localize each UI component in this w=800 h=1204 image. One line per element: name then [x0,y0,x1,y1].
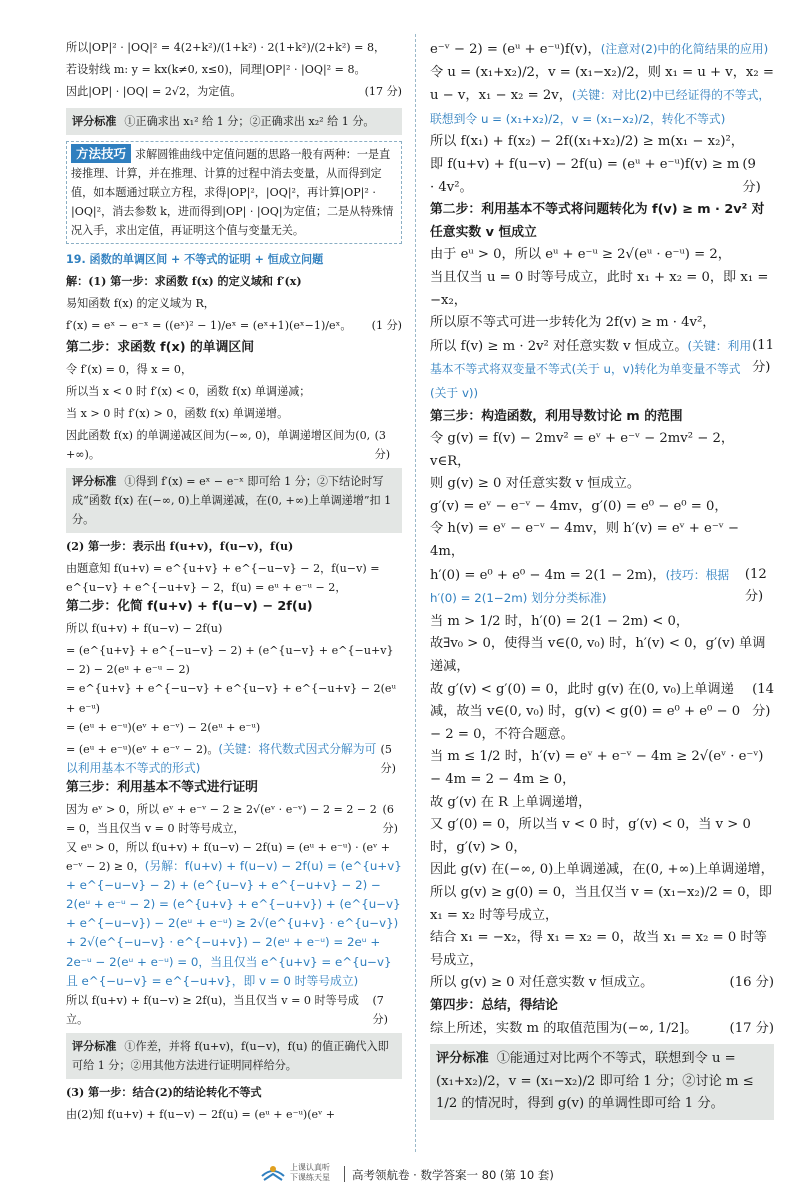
scoring-text: ①作差，并将 f(u+v)，f(u−v)，f(u) 的值正确代入即可给 1 分；②用其他方法进行证明同样给分。 [72,1039,389,1072]
footer-text: 高考领航卷 · 数学答案一 80 (第 10 套) [352,1168,554,1182]
line-text [66,599,313,614]
solution-line [430,335,774,406]
scoring-label: 评分标准 [72,474,117,488]
score-mark: (17 分) [729,1020,774,1036]
left-column [66,38,402,1127]
solution-line [66,404,402,426]
problem-heading: 19. 函数的单调区间 + 不等式的证明 + 恒成立问题 [66,252,324,266]
line-formula: 所以 f(v) ≥ m · 2v² 对任意实数 v 恒成立。 [430,338,688,354]
line-text [430,1018,697,1041]
line-text [430,521,739,559]
solution-line [66,426,402,464]
line-formula: (3) 第一步：结合(2)的结论转化不等式 [66,1086,262,1100]
line-text [430,202,764,240]
score-mark: (3 分) [374,428,391,461]
footer-divider [344,1166,345,1182]
line-text [430,679,752,747]
line-formula: 因此函数 f(x) 的单调递减区间为(−∞, 0)，单调递增区间为(0, +∞)。 [66,428,371,461]
line-formula: 第三步：构造函数，利用导数讨论 m 的范围 [430,408,683,424]
line-text [66,740,381,778]
annotation-note: (关键：利用基本不等式将双变量不等式(关于 u，v)转化为单变量不等式(关于 v)) [430,338,752,400]
solution-line [66,82,402,104]
line-formula: 又 g′(0) = 0，所以当 v < 0 时，g′(v) < 0，当 v > 0 时，g′(v) > 0， [430,817,751,855]
line-text [66,721,260,734]
line-text [66,41,385,54]
line-formula: 令 h(v) = eᵛ − e⁻ᵛ − 4mv，则 h′(v) = eᵛ + e⁻ᵛ − 4m， [430,521,739,560]
line-formula: 则 g(v) ≥ 0 对任意实数 v 恒成立。 [430,476,641,492]
score-mark: (7 分) [372,993,388,1026]
line-text [430,795,591,810]
line-text [430,42,768,57]
annotation-note: (关键：将代数式因式分解为可以利用基本不等式的形式) [66,741,377,775]
line-formula: 所以 f(u+v) + f(u−v) − 2f(u) [66,622,223,636]
line-formula: 因此 g(v) 在(−∞, 0)上单调递减，在(0, +∞)上单调递增， [430,862,774,878]
solution-line [66,679,402,717]
solution-line [430,679,774,747]
solution-line [66,559,402,597]
solution-line [66,338,402,360]
solution-line [430,244,774,267]
solution-line [66,60,402,82]
score-mark: (16 分) [729,975,774,991]
solution-line [66,1083,402,1105]
line-text [66,63,366,76]
line-formula: = e^{u+v} + e^{−u−v} + e^{u−v} + e^{−u+v} − 2(eᵘ + e⁻ᵘ) [66,682,396,715]
line-formula: 由(2)知 f(u+v) + f(u−v) − 2f(u) = (eᵘ + e⁻ᵘ)(eᵛ + [66,1108,336,1122]
line-formula: 所以 g(v) ≥ g(0) = 0，当且仅当 v = (x₁−x₂)/2 = 0，即 x₁ = x₂ 时等号成立， [430,884,772,923]
scoring-text: ①得到 f′(x) = eˣ − e⁻ˣ 即可给 1 分；②下结论时写成“函数 f(x) 在(−∞, 0)上单调递减，在(0, +∞)上单调递增”扣 1 分。 [72,474,392,526]
score-mark: (1 分) [371,318,402,332]
line-text [430,862,774,877]
line-formula: = (e^{u+v} + e^{−u−v} − 2) + (e^{u−v} + e^{−u+v} − 2) − 2(eᵘ + e⁻ᵘ − 2) [66,644,394,677]
line-text [430,270,768,308]
solution-line [66,838,402,991]
line-formula: h′(0) = e⁰ + e⁰ − 4m = 2(1 − 2m)， [430,567,666,583]
line-text [66,275,302,288]
line-formula: 易知函数 f(x) 的定义域为 R， [66,296,215,310]
solution-line [430,428,774,473]
solution-line [66,38,402,60]
solution-line [430,995,774,1018]
line-formula: 即 f(u+v) + f(u−v) − 2f(u) = (eᵘ + e⁻ᵘ)f(v) ≥ m · 4v²。 [430,156,740,195]
line-text [66,991,372,1029]
line-formula: 故 g′(v) 在 R 上单调递增， [430,794,592,810]
line-text [430,614,689,629]
solution-line [430,882,774,927]
solution-line [430,611,774,634]
solution-line [66,718,402,740]
solution-line [430,859,774,882]
line-formula: 所以原不等式可进一步转化为 2f(v) ≥ m · 4v²， [430,315,716,331]
solution-line [66,1105,402,1127]
scoring-label: 评分标准 [436,1051,489,1067]
scoring-criteria-box [66,468,402,533]
line-formula: 第二步：利用基本不等式将问题转化为 f(v) ≥ m · 2v² 对任意实数 v 恒成立 [430,202,765,240]
solution-line [430,496,774,519]
solution-line [66,991,402,1029]
line-text [66,780,258,795]
solution-line [66,272,402,294]
line-text [430,972,653,995]
line-text [66,426,375,464]
line-formula: f′(x) = eˣ − e⁻ˣ = ((eˣ)² − 1)/eˣ = (eˣ+1)(eˣ−1)/eˣ。 [66,318,352,332]
line-formula: 令 u = (x₁+x₂)/2，v = (x₁−x₂)/2，则 x₁ = u + v，x₂ = u − v，x₁ − x₂ = 2v， [430,64,774,104]
line-formula: 当且仅当 u = 0 时等号成立，此时 x₁ + x₂ = 0，即 x₁ = −x₂， [430,269,769,308]
solution-line [66,316,402,338]
line-formula: 所以 f(u+v) + f(u−v) ≥ 2f(u)，当且仅当 v = 0 时等号成立。 [66,993,359,1026]
line-text [430,335,752,406]
line-text [66,297,215,310]
solution-line [430,154,774,199]
line-formula: 解：(1) 第一步：求函数 f(x) 的定义域和 f′(x) [66,274,302,288]
line-formula: g′(v) = eᵛ − e⁻ᵛ − 4mv，g′(0) = e⁰ − e⁰ = 0， [430,498,728,514]
line-text [430,476,640,491]
line-text [66,407,288,420]
line-text [430,65,774,127]
method-tip-text: 求解圆锥曲线中定值问题的思路一般有两种：一是直接推理、计算，并在推理、计算的过程中消去变量，从而得到定值，如本题通过联立方程，求得|OP|²，|OQ|²，再计算|OP|² · |OQ|²，消去参数 k，进而得到|OP| · |OQ|为定值；二是从特殊情况入手，求出定值，再证明这个值与变量无关。 [71,148,394,238]
line-text [66,363,192,376]
line-formula: 故∃v₀ > 0，使得当 v∈(0, v₀) 时，h′(v) < 0，g′(v) 单调递减， [430,636,766,675]
annotation-note: (另解：f(u+v) + f(u−v) − 2f(u) = (e^{u+v} + e^{−u−v} − 2) + (e^{u−v} + e^{−u+v} − 2) − 2(eᵘ + e⁻ᵘ − 2) = (e^{u+v} + e^{−u+v}) + (e^{u−v} + e^{−u−v}) − 2(eᵘ + e⁻ᵘ) ≥ 2√(e^{u+v} · e^{u−v}) + 2√(e^{−u−v} · e^{−u+v}) − 2(eᵘ + e⁻ᵘ) = 2eᵘ + 2e⁻ᵘ − 2(eᵘ + e⁻ᵘ) = 0，当且仅当 e^{u+v} = e^{u−v} 且 e^{−u−v} = e^{−u+v}，即 v = 0 时等号成立) [66,859,402,988]
line-formula: 令 g(v) = f(v) − 2mv² = eᵛ + e⁻ᵛ − 2mv² − 2，v∈R， [430,431,735,469]
line-formula: 若设射线 m: y = kx(k≠0, x≤0)，同理|OP|² · |OQ|² = 8。 [66,63,366,76]
scoring-criteria-box [430,1044,774,1120]
line-formula: 故 g′(v) < g′(0) = 0，此时 g(v) 在(0, v₀)上单调递减，故当 v∈(0, v₀) 时，g(v) < g(0) = e⁰ + e⁰ − 0 − 2 = 0，不符合题意。 [430,681,741,742]
line-text [66,644,394,676]
line-text [430,998,558,1013]
page-footer [0,1160,800,1190]
line-formula: 因为 eᵛ > 0，所以 eᵛ + e⁻ᵛ − 2 ≥ 2√(eᵛ · e⁻ᵛ) − 2 = 2 − 2 = 0，当且仅当 v = 0 时等号成立， [66,802,377,835]
solution-line [430,814,774,859]
solution-line [430,312,774,335]
line-formula: 由题意知 f(u+v) = e^{u+v} + e^{−u−v} − 2，f(u−v) = e^{u−v} + e^{−u+v} − 2，f(u) = eᵘ + e⁻ᵘ − 2， [66,562,380,595]
solution-line [430,927,774,972]
line-formula: 第二步：化简 f(u+v) + f(u−v) − 2f(u) [66,599,313,615]
scoring-text: ①能通过对比两个不等式，联想到令 u = (x₁+x₂)/2，v = (x₁−x₂)/2 即可给 1 分；②讨论 m ≤ 1/2 的情况时，得到 g(v) 的单调性即可给 1 分。 [436,1051,754,1112]
method-tip-box [66,141,402,243]
solution-line [430,633,774,678]
line-text [430,749,763,787]
line-text [430,409,683,424]
line-text [430,315,715,330]
solution-line [66,800,402,838]
score-mark: (9 分) [742,156,761,195]
line-text [430,885,772,923]
line-text [430,154,742,199]
line-text [66,562,380,594]
solution-line [66,619,402,641]
solution-line [430,792,774,815]
solution-line [66,778,402,800]
solution-line [66,537,402,559]
score-mark: (12 分) [744,566,767,605]
line-text [66,800,383,838]
line-formula: e⁻ᵛ − 2) = (eᵘ + e⁻ᵘ)f(v)， [430,42,601,57]
line-formula: 令 f′(x) = 0，得 x = 0， [66,362,193,376]
line-text [66,841,402,988]
logo-text: 上课认真听 下课练天星 [290,1163,330,1182]
solution-line [66,360,402,382]
annotation-note: (注意对(2)中的化简结果的应用) [600,42,769,56]
line-text [430,817,751,855]
line-text [430,134,744,149]
score-mark: (11 分) [752,337,774,376]
line-text [430,930,767,968]
line-formula: 综上所述，实数 m 的取值范围为(−∞, 1/2]。 [430,1020,698,1036]
solution-line [430,746,774,791]
line-formula: 又 eᵘ > 0，所以 f(u+v) + f(u−v) − 2f(u) = (eᵘ + e⁻ᵘ) · (eᵛ + e⁻ᵛ − 2) ≥ 0， [66,840,391,874]
line-formula: 第三步：利用基本不等式进行证明 [66,779,258,795]
solution-line [430,131,774,154]
line-text [66,682,396,714]
line-text [66,1086,262,1099]
solution-line [430,406,774,429]
method-tip-badge: 方法技巧 [71,144,131,163]
line-formula: 当 x > 0 时 f′(x) > 0，函数 f(x) 单调递增。 [66,406,289,420]
line-formula: 所以 f(x₁) + f(x₂) − 2f((x₁+x₂)/2) ≥ m(x₁ − x₂)²， [430,134,744,150]
line-formula: 所以|OP|² · |OQ|² = 4(2+k²)/(1+k²) · 2(1+k²)/(2+k²) = 8， [66,41,386,54]
solution-line [430,972,774,995]
score-mark: (6 分) [382,802,398,835]
solution-line [430,38,774,62]
book-logo-icon [258,1162,288,1186]
line-formula: 当 m ≤ 1/2 时，h′(v) = eᵛ + e⁻ᵛ − 4m ≥ 2√(eᵛ · e⁻ᵛ) − 4m = 2 − 4m ≥ 0， [430,749,764,787]
scoring-criteria-box [66,1033,402,1079]
solution-line [430,62,774,132]
score-mark: (14 分) [752,681,774,720]
scoring-criteria-box [66,108,402,135]
solution-line [430,1018,774,1041]
solution-line [66,740,402,778]
solution-line [430,267,774,312]
solution-line [430,473,774,496]
line-text [66,316,351,338]
solution-line [66,294,402,316]
scoring-label: 评分标准 [72,1039,117,1053]
column-separator [415,34,416,1152]
annotation-note: (关键：对比(2)中已经证得的不等式，联想到令 u = (x₁+x₂)/2，v = (x₁−x₂)/2，转化不等式) [430,88,771,126]
line-formula: 所以当 x < 0 时 f′(x) < 0，函数 f(x) 单调递减； [66,384,311,398]
line-text [430,499,728,514]
line-formula: 当 m > 1/2 时，h′(0) = 2(1 − 2m) < 0， [430,613,690,629]
line-text [430,431,734,469]
solution-line [66,641,402,679]
line-text [430,247,731,262]
right-column [430,38,774,1124]
solution-line [66,597,402,619]
line-text [66,1108,335,1121]
line-formula: = (eᵘ + e⁻ᵘ)(eᵛ + e⁻ᵛ) − 2(eᵘ + e⁻ᵘ) [66,720,261,734]
line-text [66,340,254,355]
line-formula: = (eᵘ + e⁻ᵘ)(eᵛ + e⁻ᵛ − 2)。 [66,742,219,756]
line-text [66,622,222,635]
score-mark: (17 分) [364,85,402,98]
line-formula: 结合 x₁ = −x₂，得 x₁ = x₂ = 0，故当 x₁ = x₂ = 0 时等号成立， [430,930,767,968]
scoring-text: ①正确求出 x₁² 给 1 分；②正确求出 x₂² 给 1 分。 [124,115,375,128]
solution-line [66,382,402,404]
line-text [66,82,241,104]
line-formula: (2) 第一步：表示出 f(u+v)，f(u−v)，f(u) [66,540,294,554]
line-formula: 因此|OP| · |OQ| = 2√2，为定值。 [66,85,242,98]
line-text [430,636,765,674]
annotation-note: (技巧：根据 h′(0) = 2(1−2m) 划分分类标准) [430,567,730,606]
solution-line [430,199,774,244]
line-formula: 第二步：求函数 f(x) 的单调区间 [66,339,254,355]
line-text [66,540,293,553]
solution-line [430,518,774,563]
line-formula: 由于 eᵘ > 0，所以 eᵘ + e⁻ᵘ ≥ 2√(eᵘ · e⁻ᵘ) = 2， [430,247,731,263]
line-formula: 所以 g(v) ≥ 0 对任意实数 v 恒成立。 [430,975,654,991]
solution-line [430,564,774,611]
line-formula: 第四步：总结，得结论 [430,997,558,1013]
line-text [66,385,310,398]
score-mark: (5 分) [380,742,396,775]
line-text [430,564,745,611]
scoring-label: 评分标准 [72,115,117,128]
